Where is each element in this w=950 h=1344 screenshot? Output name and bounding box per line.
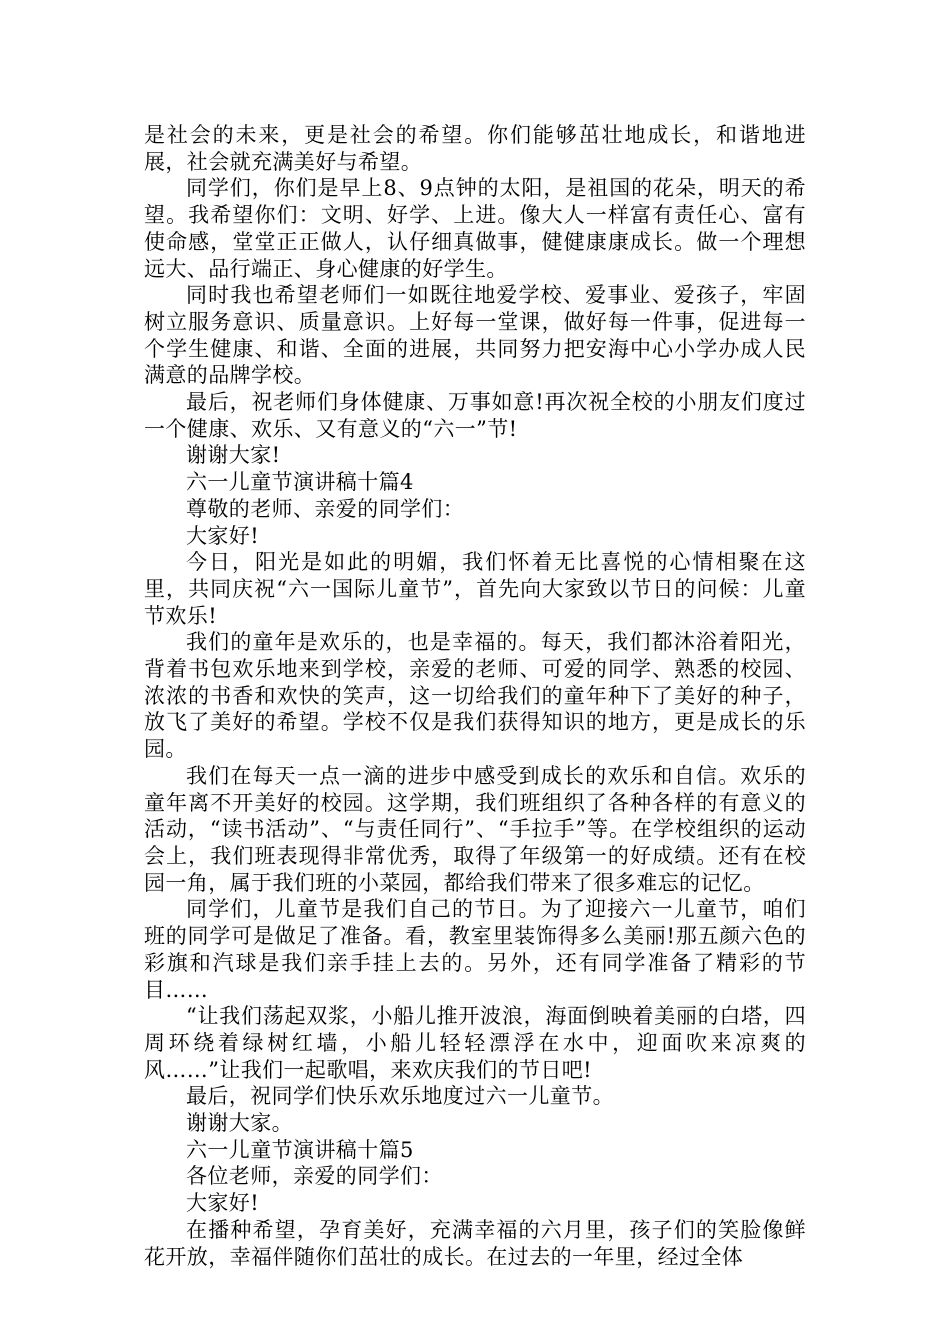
greeting: 大家好! [186, 523, 260, 548]
paragraph: 最后，祝老师们身体健康、万事如意!再次祝全校的小朋友们度过一个健康、欢乐、又有意义的“六一”节! [144, 390, 806, 441]
salutation: 各位老师，亲爱的同学们： [186, 1164, 443, 1189]
greeting: 大家好! [186, 1191, 260, 1216]
paragraph: 今日，阳光是如此的明媚，我们怀着无比喜悦的心情相聚在这里，共同庆祝“六一国际儿童节”，首先向大家致以节日的问候：儿童节欢乐! [144, 550, 806, 628]
paragraph: 我们在每天一点一滴的进步中感受到成长的欢乐和自信。欢乐的童年离不开美好的校园。这学期，我们班组织了各种各样的有意义的活动，“读书活动”、“与责任同行”、“手拉手”等。在学校组织的运动会上，我们班表现得非常优秀，取得了年级第一的好成绩。还有在校园一角，属于我们班的小菜园，都给我们带来了很多难忘的记忆。 [144, 763, 806, 895]
paragraph: 同学们，你们是早上8、9点钟的太阳，是祖国的花朵，明天的希望。我希望你们：文明、好学、上进。像大人一样富有责任心、富有使命感，堂堂正正做人，认仔细真做事，健健康康成长。做一个理想远大、品行端正、身心健康的好学生。 [144, 176, 806, 281]
paragraph-closing: 最后，祝同学们快乐欢乐地度过六一儿童节。 [186, 1084, 614, 1109]
section-heading: 六一儿童节演讲稿十篇4 [186, 470, 414, 495]
paragraph: 在播种希望，孕育美好，充满幸福的六月里，孩子们的笑脸像鲜花开放，幸福伴随你们茁壮的成长。在过去的一年里，经过全体 [144, 1217, 806, 1269]
paragraph-thanks: 谢谢大家! [186, 443, 281, 468]
paragraph-thanks: 谢谢大家。 [186, 1111, 293, 1136]
paragraph-song: “让我们荡起双浆，小船儿推开波浪，海面倒映着美丽的白塔，四周环绕着绿树红墙，小船儿轻轻漂浮在水中，迎面吹来凉爽的风……”让我们一起歌唱，来欢庆我们的节日吧! [144, 1004, 806, 1082]
salutation: 尊敬的老师、亲爱的同学们： [186, 496, 465, 521]
paragraph: 同时我也希望老师们一如既往地爱学校、爱事业、爱孩子，牢固树立服务意识、质量意识。上好每一堂课，做好每一件事，促进每一个学生健康、和谐、全面的进展，共同努力把安海中心小学办成人民满意的品牌学校。 [144, 283, 806, 388]
section-heading: 六一儿童节演讲稿十篇5 [186, 1137, 414, 1162]
paragraph-continuation: 是社会的未来，更是社会的希望。你们能够茁壮地成长，和谐地进展，社会就充满美好与希望。 [144, 123, 806, 174]
paragraph: 同学们，儿童节是我们自己的节日。为了迎接六一儿童节，咱们班的同学可是做足了准备。看，教室里装饰得多么美丽!那五颜六色的彩旗和汽球是我们亲手挂上去的。另外，还有同学准备了精彩的节目…… [144, 897, 806, 1002]
document-page [144, 122, 806, 1270]
paragraph: 我们的童年是欢乐的，也是幸福的。每天，我们都沐浴着阳光，背着书包欢乐地来到学校，亲爱的老师、可爱的同学、熟悉的校园、浓浓的书香和欢快的笑声，这一切给我们的童年种下了美好的种子，放飞了美好的希望。学校不仅是我们获得知识的地方，更是成长的乐园。 [144, 630, 806, 762]
